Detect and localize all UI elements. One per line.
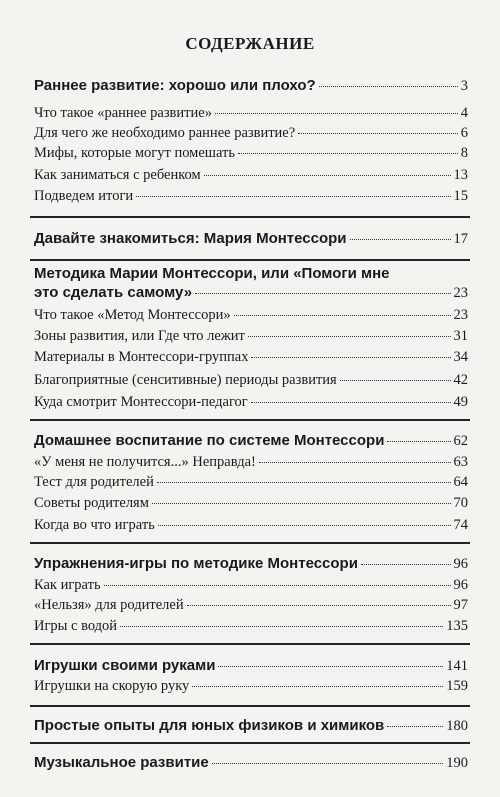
section-divider	[30, 742, 470, 744]
toc-entry-row	[34, 617, 468, 636]
dot-leader	[120, 626, 443, 627]
dot-leader	[319, 86, 458, 87]
toc-section[interactable]	[34, 187, 468, 206]
toc-chapter[interactable]	[34, 716, 468, 736]
toc-page-number: 17	[453, 231, 468, 247]
toc-section[interactable]	[34, 348, 468, 367]
toc-entry-title: это сделать самому»	[34, 284, 193, 301]
dot-leader	[157, 482, 451, 483]
toc-entry-row	[34, 554, 468, 574]
toc-chapter[interactable]	[34, 76, 468, 96]
toc-section[interactable]	[34, 124, 468, 143]
toc-page-number: 62	[453, 433, 468, 449]
page-title: СОДЕРЖАНИЕ	[185, 34, 315, 53]
toc-chapter[interactable]	[34, 656, 468, 676]
toc-entry-title: Музыкальное развитие	[34, 754, 209, 771]
toc-entry-title: Как заниматься с ребенком	[34, 167, 201, 183]
toc-entry-title: Зоны развития, или Где что лежит	[34, 328, 245, 344]
section-divider	[30, 542, 470, 544]
toc-chapter[interactable]	[34, 229, 468, 249]
toc-section[interactable]	[34, 596, 468, 615]
dot-leader	[259, 462, 451, 463]
dot-leader	[387, 726, 443, 727]
toc-entry-row	[34, 166, 468, 185]
dot-leader	[218, 666, 443, 667]
toc-entry-row	[34, 393, 468, 412]
toc-page-number: 23	[453, 307, 468, 323]
toc-entry-title: Упражнения-игры по методике Монтессори	[34, 555, 358, 572]
toc-entry-title: Благоприятные (сенситивные) периоды развития	[34, 372, 337, 388]
toc-section[interactable]	[34, 453, 468, 472]
toc-chapter[interactable]	[34, 753, 468, 773]
toc-page-number: 135	[446, 618, 468, 634]
toc-page-number: 141	[446, 658, 468, 674]
toc-entry-row	[34, 327, 468, 346]
toc-section[interactable]	[34, 617, 468, 636]
dot-leader	[152, 503, 451, 504]
toc-entry-title: Давайте знакомиться: Мария Монтессори	[34, 230, 347, 247]
dot-leader	[350, 239, 451, 240]
toc-entry-title: Подведем итоги	[34, 188, 134, 204]
toc-entry-row	[34, 677, 468, 696]
toc-section[interactable]	[34, 371, 468, 390]
toc-entry-row	[34, 371, 468, 390]
toc-entry-row	[34, 283, 468, 303]
toc-entry-title: «У меня не получится...» Неправда!	[34, 454, 256, 470]
toc-page-number: 70	[453, 495, 468, 511]
toc-page-number: 64	[453, 474, 468, 490]
toc-entry-title: Как играть	[34, 577, 101, 593]
toc-entry-title: Мифы, которые могут помешать	[34, 145, 235, 161]
toc-entry-row	[34, 516, 468, 535]
dot-leader	[234, 315, 451, 316]
toc-section[interactable]	[34, 166, 468, 185]
toc-entry-title: Игры с водой	[34, 618, 118, 634]
toc-entry-title: Материалы в Монтессори-группах	[34, 349, 249, 365]
toc-entry-row	[34, 229, 468, 249]
toc-page-number: 180	[446, 718, 468, 734]
dot-leader	[204, 175, 451, 176]
toc-entry-row	[34, 104, 468, 123]
section-divider	[30, 216, 470, 218]
toc-entry-title: Игрушки на скорую руку	[34, 678, 190, 694]
toc-entry-title: Простые опыты для юных физиков и химиков	[34, 717, 385, 734]
toc-section[interactable]	[34, 327, 468, 346]
toc-entry-title: «Нельзя» для родителей	[34, 597, 184, 613]
toc-page-number: 31	[453, 328, 468, 344]
toc-page-number: 4	[460, 105, 468, 121]
toc-entry-title: Советы родителям	[34, 495, 149, 511]
toc-page-number: 23	[453, 285, 468, 301]
toc-section[interactable]	[34, 393, 468, 412]
section-divider	[30, 259, 470, 261]
dot-leader	[104, 585, 451, 586]
toc-page-number: 8	[460, 145, 468, 161]
toc-entry-row	[34, 656, 468, 676]
toc-page-number: 6	[460, 125, 468, 141]
toc-page-number: 190	[446, 755, 468, 771]
toc-entry-title: Что такое «Метод Монтессори»	[34, 307, 231, 323]
toc-chapter[interactable]	[34, 431, 468, 451]
toc-entry-title-line: Методика Марии Монтессори, или «Помоги мне	[34, 265, 390, 282]
toc-entry-title: Домашнее воспитание по системе Монтессори	[34, 432, 385, 449]
toc-page-number: 3	[460, 78, 468, 94]
toc-entry-row	[34, 431, 468, 451]
dot-leader	[298, 133, 458, 134]
toc-page-number: 96	[453, 577, 468, 593]
dot-leader	[187, 605, 451, 606]
toc-entry-title: Когда во что играть	[34, 517, 155, 533]
toc-page-number: 13	[453, 167, 468, 183]
toc-entry-row	[34, 187, 468, 206]
toc-section[interactable]	[34, 494, 468, 513]
toc-page-number: 42	[453, 372, 468, 388]
toc-section[interactable]	[34, 473, 468, 492]
toc-section[interactable]	[34, 516, 468, 535]
section-divider	[30, 419, 470, 421]
toc-entry-title: Раннее развитие: хорошо или плохо?	[34, 77, 316, 94]
dot-leader	[248, 336, 451, 337]
toc-entry-row	[34, 596, 468, 615]
toc-page-number: 49	[453, 394, 468, 410]
toc-entry-row	[34, 753, 468, 773]
section-divider	[30, 705, 470, 707]
toc-entry-row	[34, 576, 468, 595]
dot-leader	[136, 196, 450, 197]
toc-chapter[interactable]	[34, 554, 468, 574]
toc-section[interactable]	[34, 144, 468, 163]
dot-leader	[238, 153, 458, 154]
toc-entry-title: Тест для родителей	[34, 474, 154, 490]
toc-entry-title: Что такое «раннее развитие»	[34, 105, 212, 121]
toc-entry-row	[34, 124, 468, 143]
dot-leader	[192, 686, 443, 687]
dot-leader	[158, 525, 451, 526]
dot-leader	[215, 113, 458, 114]
section-divider	[30, 643, 470, 645]
toc-page-number: 97	[453, 597, 468, 613]
toc-entry-row	[34, 348, 468, 367]
dot-leader	[212, 763, 444, 764]
toc-page-number: 63	[453, 454, 468, 470]
toc-page-number: 34	[453, 349, 468, 365]
toc-entry-row	[34, 494, 468, 513]
toc-entry-row	[34, 76, 468, 96]
toc-page-number: 74	[453, 517, 468, 533]
toc-chapter[interactable]	[34, 264, 468, 303]
toc-page-number: 96	[453, 556, 468, 572]
dot-leader	[251, 402, 451, 403]
toc-entry-title: Для чего же необходимо раннее развитие?	[34, 125, 296, 141]
toc-entry-row	[34, 453, 468, 472]
dot-leader	[387, 441, 450, 442]
toc-entry-title: Игрушки своими руками	[34, 657, 216, 674]
toc-page-number: 15	[453, 188, 468, 204]
toc-section[interactable]	[34, 104, 468, 123]
dot-leader	[340, 380, 451, 381]
toc-entry-row	[34, 473, 468, 492]
dot-leader	[195, 293, 450, 294]
toc-page-number: 159	[446, 678, 468, 694]
toc-entry-row	[34, 144, 468, 163]
toc-entry-row	[34, 716, 468, 736]
toc-section[interactable]	[34, 306, 468, 325]
dot-leader	[251, 357, 450, 358]
toc-section[interactable]	[34, 576, 468, 595]
toc-section[interactable]	[34, 677, 468, 696]
toc-entry-row	[34, 306, 468, 325]
toc-entry-title: Куда смотрит Монтессори-педагог	[34, 394, 248, 410]
dot-leader	[361, 564, 451, 565]
